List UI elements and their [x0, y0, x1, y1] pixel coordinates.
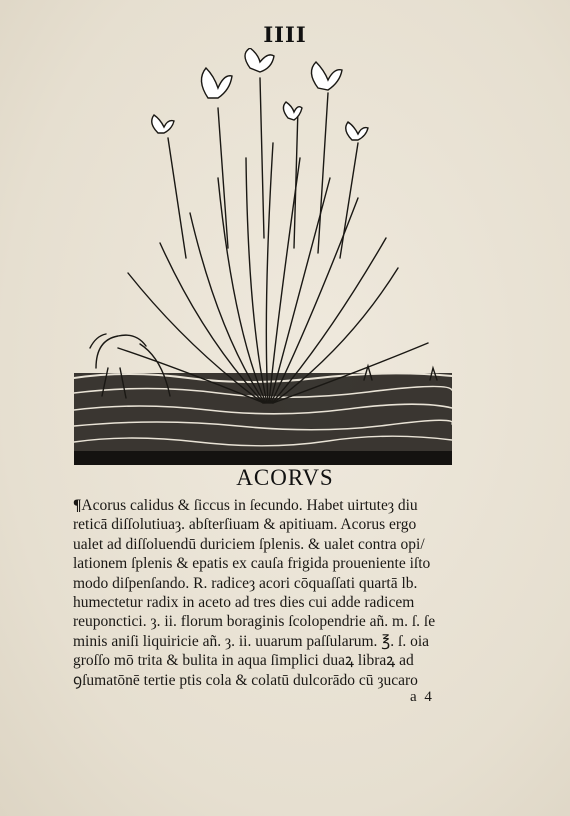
pilcrow-mark: ¶ — [73, 497, 82, 514]
folio-number: IIII — [263, 22, 307, 47]
text-line-5: modo diſpenſando. R. radiceȝ acori cōquaſſati quartā lb. — [73, 574, 418, 592]
text-line-1: ¶Acorus calidus & ſiccus in ſecundo. Habet uirtuteȝ diu — [73, 497, 418, 514]
signature-mark: a 4 — [410, 689, 434, 705]
text-line-8: minis aniſi liquiricie añ. ȝ. ii. uuarum paſſularum. ℥. ſ. oia — [73, 632, 430, 650]
chapter-heading: ACORVS — [236, 465, 334, 490]
text-line-6: humectetur radix in aceto ad tres dies cui adde radicem — [73, 594, 415, 612]
text-line-2: reticā diſſolutiuaȝ. abſterſiuam & apitiuam. Acorus ergo — [73, 516, 417, 534]
body-text — [73, 496, 463, 690]
text-line-10: ꝯſumatōnē tertie ptis cola & colatū dulcorādo cū ȝucaro — [73, 671, 418, 689]
text-line-7: reuponctici. ȝ. ii. florum boraginis ſcolopendrie añ. m. ſ. ſe — [73, 613, 436, 631]
text-line-9: groſſo mō trita & bulita in aqua ſimplici duaꝝ libraꝝ ad — [73, 652, 414, 670]
text-line-3: ualet ad diſſoluendū duriciem ſplenis. & ualet contra opi/ — [73, 535, 425, 553]
acorus-woodcut-illustration — [68, 48, 458, 468]
text-line-4: lationem ſplenis & epatis ex cauſa frigida proueniente iſto — [73, 555, 431, 573]
